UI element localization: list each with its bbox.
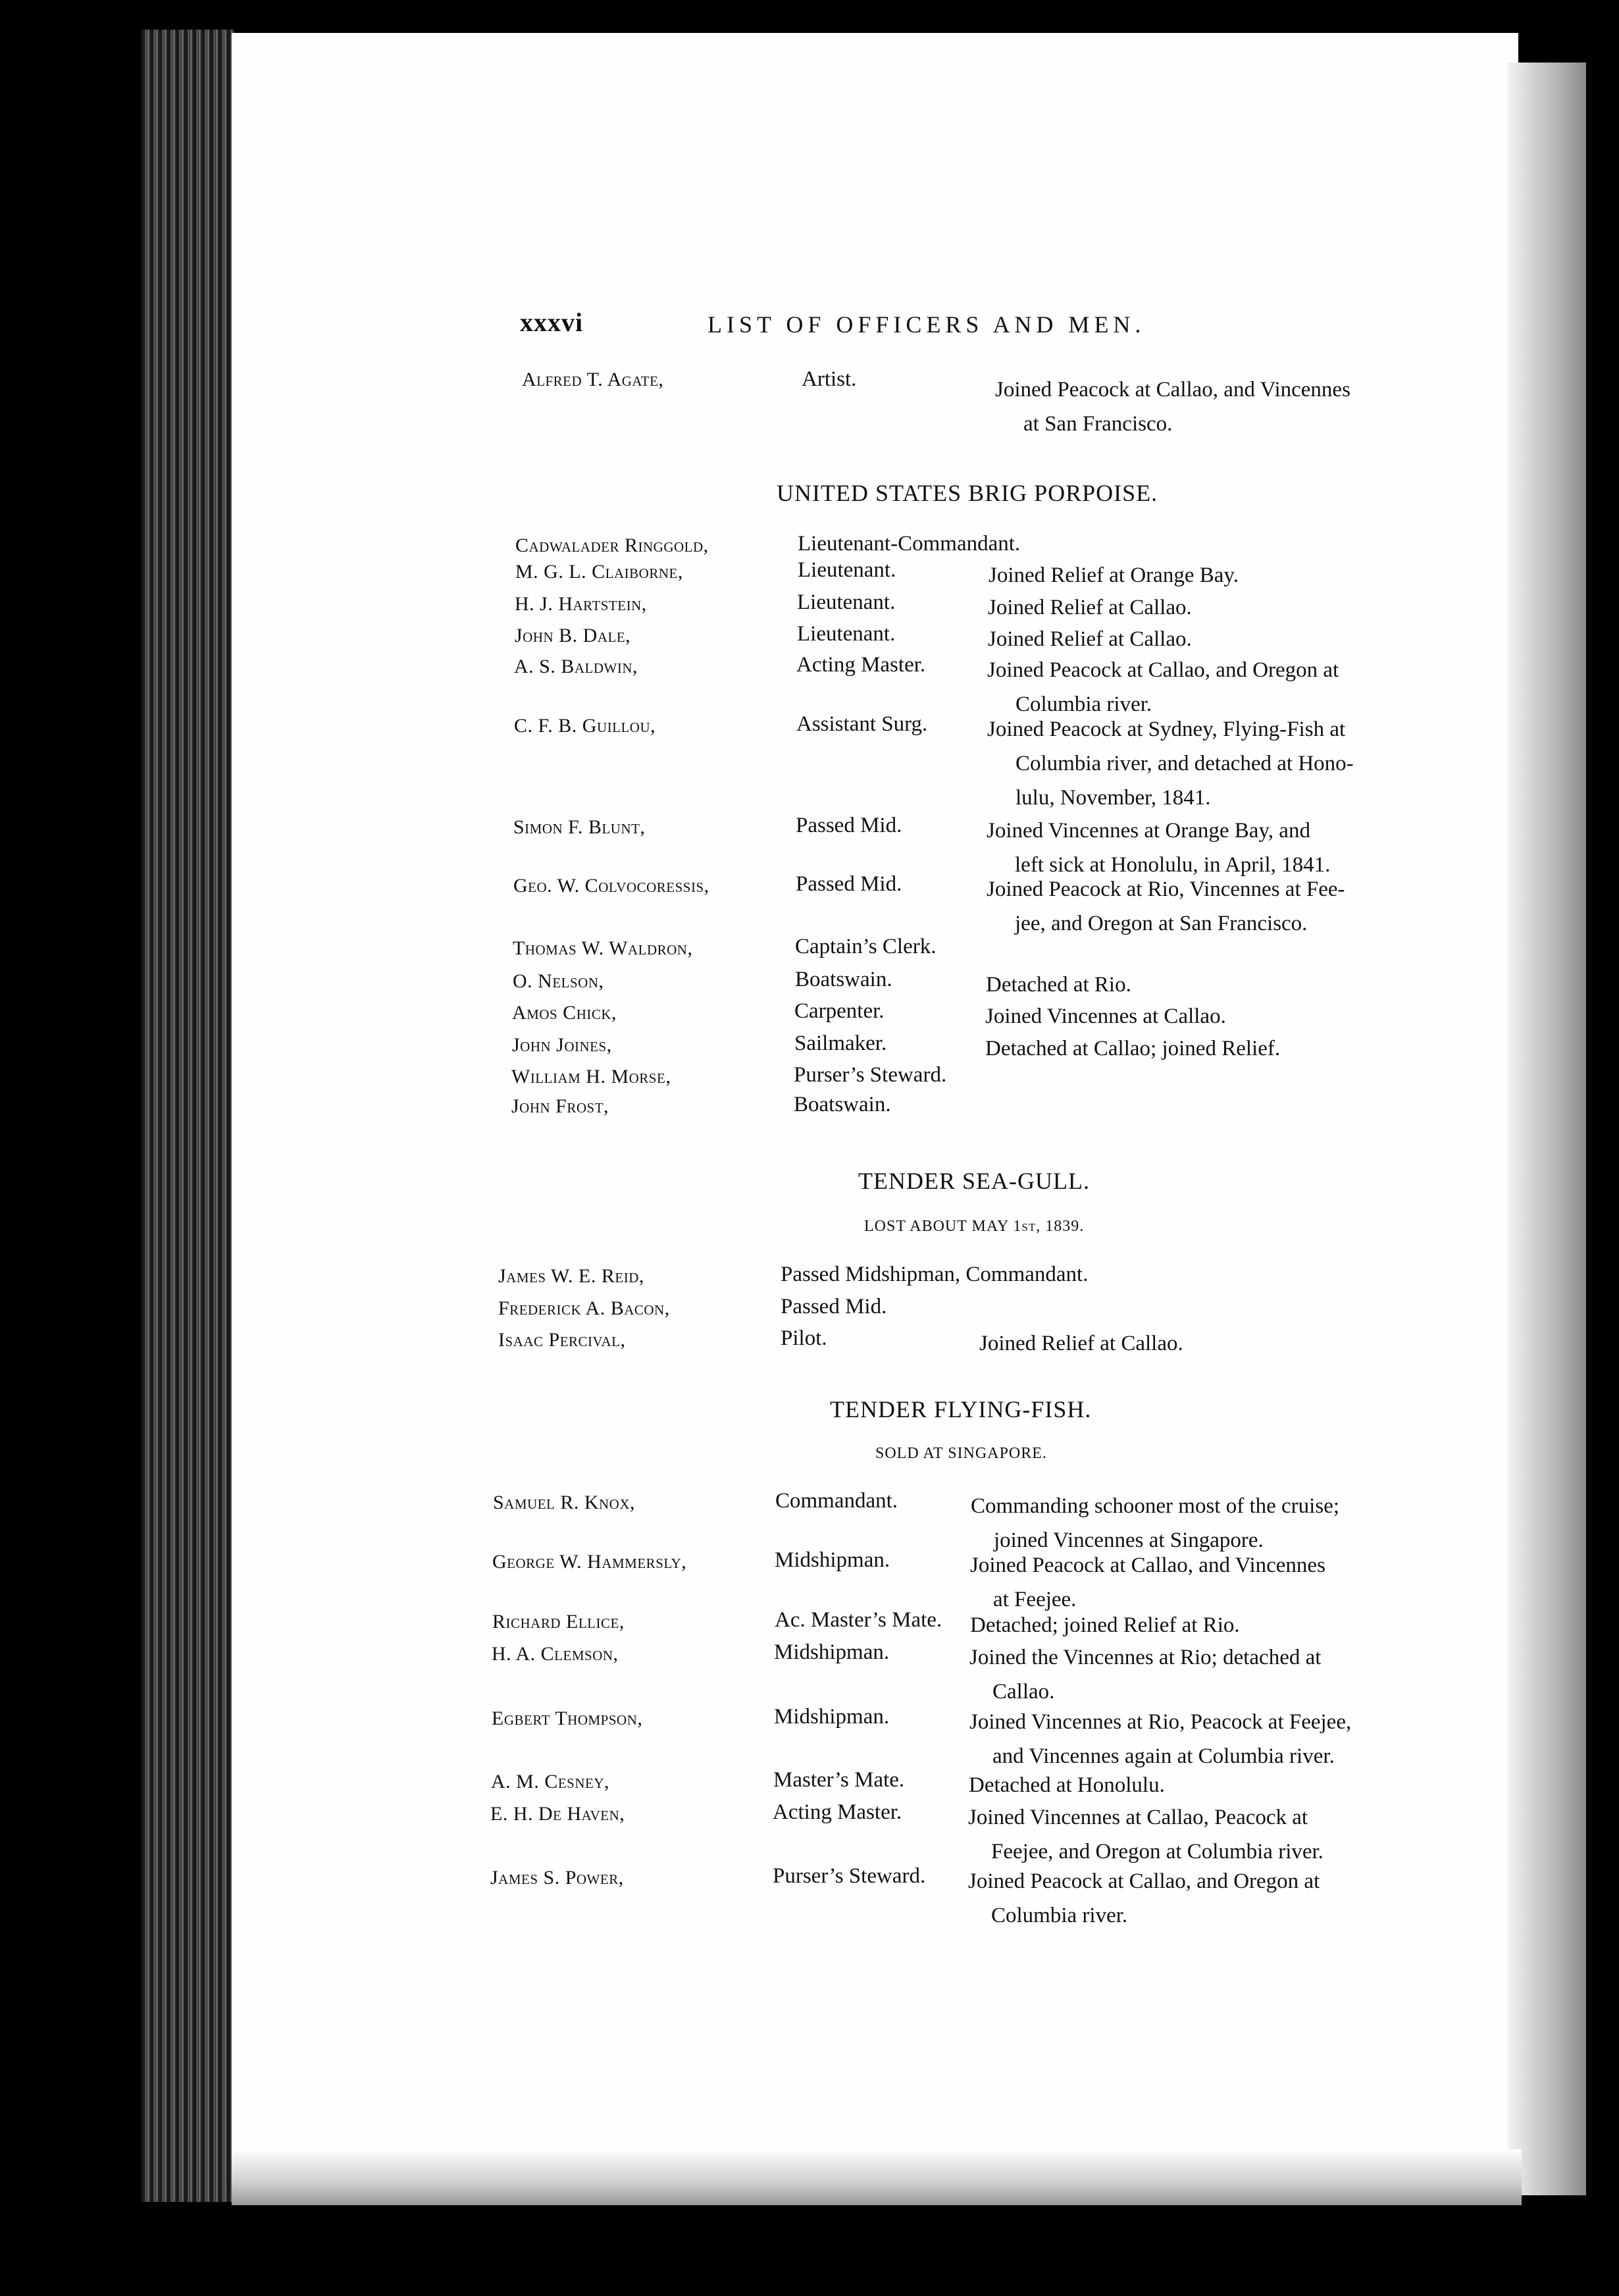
entry-rank: Passed Mid. [781,1295,887,1318]
entry-note-line: Columbia river. [1015,692,1152,716]
entry-name: Frederick A. Bacon, [498,1297,670,1319]
entry-name: O. Nelson, [513,970,604,992]
entry-note-line: Callao. [992,1680,1055,1704]
entry-rank: Assistant Surg. [796,712,928,736]
page-right-edge-shadow [1507,63,1586,2195]
entry-rank: Commandant. [775,1489,898,1513]
entry-rank: Purser’s Steward. [773,1864,926,1888]
entry-name: Cadwalader Ringgold, [515,535,709,556]
entry-note-line: joined Vincennes at Singapore. [994,1528,1264,1552]
entry-rank: Sailmaker. [794,1031,887,1055]
entry-note-line: Feejee, and Oregon at Columbia river. [991,1840,1323,1864]
entry-rank: Master’s Mate. [773,1768,905,1792]
entry-name: Samuel R. Knox, [493,1492,636,1513]
entry-rank: Boatswain. [794,1093,891,1116]
entry-rank: Midshipman. [774,1640,890,1664]
entry-name: Isaac Percival, [498,1329,626,1351]
entry-rank: Passed Midshipman, Commandant. [781,1263,1089,1286]
entry-note-line: Joined Peacock at Callao, and Vincennes [995,378,1350,402]
entry-name: C. F. B. Guillou, [514,715,656,737]
entry-note-line: Joined Relief at Callao. [988,627,1192,651]
entry-note-line: and Vincennes again at Columbia river. [992,1744,1335,1768]
ship-heading: TENDER SEA-GULL. [858,1168,1090,1194]
entry-note-line: Joined Peacock at Rio, Vincennes at Fee- [987,877,1345,901]
entry-name: A. M. Cesney, [491,1771,610,1792]
entry-name: Thomas W. Waldron, [513,937,693,959]
entry-note-line: Joined Vincennes at Callao. [985,1004,1226,1028]
entry-rank: Acting Master. [773,1800,902,1824]
entry-note-line: Joined Peacock at Callao, and Vincennes [970,1553,1325,1577]
entry-note-line: Joined Peacock at Callao, and Oregon at [968,1869,1320,1893]
ship-heading: TENDER FLYING-FISH. [830,1396,1092,1422]
entry-rank: Midshipman. [775,1548,890,1572]
entry-name: John Frost, [511,1095,609,1117]
entry-note-line: Detached at Honolulu. [969,1773,1165,1797]
entry-name: M. G. L. Claiborne, [515,561,683,583]
entry-note-line: Columbia river, and detached at Hono- [1015,752,1354,775]
entry-rank: Midshipman. [774,1705,890,1729]
entry-note-line: left sick at Honolulu, in April, 1841. [1015,853,1331,877]
entry-note-line: Joined Vincennes at Callao, Peacock at [968,1806,1308,1829]
entry-name: Alfred T. Agate, [522,369,664,390]
entry-name: Amos Chick, [512,1002,617,1024]
entry-rank: Passed Mid. [796,872,902,896]
entry-rank: Captain’s Clerk. [795,935,937,958]
entry-name: Richard Ellice, [492,1611,625,1632]
entry-rank: Lieutenant-Commandant. [798,532,1021,556]
entry-note-line: Joined the Vincennes at Rio; detached at [969,1646,1322,1669]
entry-note-line: Joined Vincennes at Orange Bay, and [987,819,1310,843]
entry-note-line: Detached at Rio. [986,973,1131,997]
entry-name: A. S. Baldwin, [514,656,638,677]
entry-note-line: at Feejee. [993,1588,1077,1611]
entry-note-line: Joined Vincennes at Rio, Peacock at Feejee, [969,1710,1352,1734]
entry-rank: Lieutenant. [797,622,896,646]
entry-note-line: Detached at Callao; joined Relief. [985,1037,1281,1060]
page-bottom-shadow [232,2149,1522,2205]
entry-rank: Passed Mid. [796,814,902,837]
entry-rank: Acting Master. [796,653,926,677]
entry-name: William H. Morse, [511,1066,671,1087]
entry-name: John B. Dale, [515,625,631,646]
entry-note-line: Detached; joined Relief at Rio. [970,1613,1240,1637]
entry-rank: Ac. Master’s Mate. [775,1608,942,1632]
ship-subheading: SOLD AT SINGAPORE. [875,1445,1047,1462]
entry-name: James S. Power, [490,1867,624,1889]
entry-name: H. A. Clemson, [492,1643,619,1665]
book-spine-edge [141,30,234,2202]
entry-note-line: Joined Peacock at Sydney, Flying-Fish at [987,718,1346,741]
entry-name: John Joines, [512,1034,612,1056]
entry-name: E. H. De Haven, [490,1803,625,1825]
entry-rank: Lieutenant. [797,590,896,614]
entry-note-line: Joined Relief at Orange Bay. [989,563,1239,587]
ship-subheading: LOST ABOUT MAY 1st, 1839. [864,1218,1085,1235]
entry-name: James W. E. Reid, [498,1265,644,1287]
entry-rank: Boatswain. [795,968,892,991]
entry-note-line: at San Francisco. [1023,412,1173,436]
entry-name: H. J. Hartstein, [515,593,647,615]
entry-rank: Purser’s Steward. [794,1063,947,1087]
page-number: xxxvi [520,307,584,337]
entry-name: Egbert Thompson, [492,1708,643,1729]
entry-note-line: Joined Relief at Callao. [979,1332,1183,1355]
entry-rank: Lieutenant. [798,558,896,582]
entry-rank: Artist. [802,367,857,391]
entry-name: Geo. W. Colvocoressis, [513,875,709,897]
entry-note-line: Columbia river. [991,1904,1128,1927]
entry-name: George W. Hammersly, [492,1551,687,1573]
entry-note-line: jee, and Oregon at San Francisco. [1015,912,1308,935]
running-title: LIST OF OFFICERS AND MEN. [707,311,1146,338]
entry-note-line: Joined Relief at Callao. [988,596,1192,619]
entry-note-line: Commanding schooner most of the cruise; [971,1494,1339,1518]
entry-rank: Pilot. [781,1326,827,1350]
entry-rank: Carpenter. [794,999,885,1023]
entry-name: Simon F. Blunt, [513,816,646,838]
ship-heading: UNITED STATES BRIG PORPOISE. [777,480,1158,506]
entry-note-line: Joined Peacock at Callao, and Oregon at [987,658,1339,682]
entry-note-line: lulu, November, 1841. [1015,786,1211,810]
